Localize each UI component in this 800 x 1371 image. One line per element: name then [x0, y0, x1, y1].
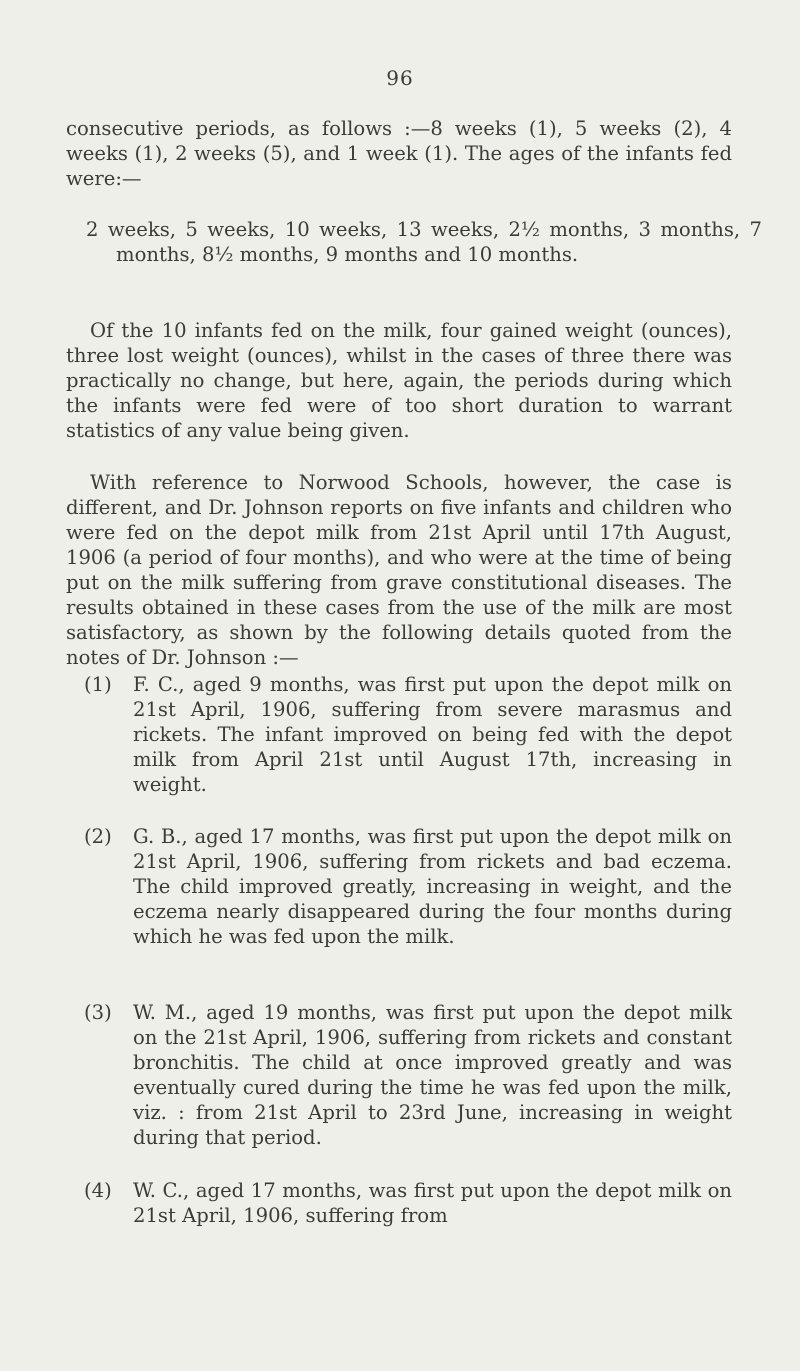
- case-number: (4): [84, 1179, 112, 1202]
- case-text: G. B., aged 17 months, was first put upon the depot milk on 21st April, 1906, suffering from rickets and bad eczema. The child improved greatly, increasing in weight, and the eczema nearly disappeared during the four months during which he was fed upon the milk.: [133, 825, 732, 948]
- paragraph-norwood-schools: With reference to Norwood Schools, however, the case is different, and Dr. Johnson reports on five infants and children who were fed on the depot milk from 21st April until 17th August, 1906 (a period of four months), and who were at the time of being put on the milk suffering from grave constitutional diseases. The results obtained in these cases from the use of the milk are most satisfactory, as shown by the following details quoted from the notes of Dr. Johnson :—: [66, 471, 732, 669]
- case-text: W. M., aged 19 months, was first put upon the depot milk on the 21st April, 1906, suffering from rickets and constant bronchitis. The child at once improved greatly and was eventually cured during the time he was fed upon the milk, viz. : from 21st April to 23rd June, increasing in weight during that period.: [133, 1001, 732, 1149]
- case-number: (3): [84, 1001, 112, 1024]
- case-number: (1): [84, 673, 112, 696]
- case-number: (2): [84, 825, 112, 848]
- case-text: W. C., aged 17 months, was first put upon the depot milk on 21st April, 1906, suffering from: [133, 1179, 732, 1227]
- case-text: F. C., aged 9 months, was first put upon the depot milk on 21st April, 1906, suffering from severe marasmus and rickets. The infant improved on being fed with the depot milk from April 21st until August 17th, increasing in weight.: [133, 673, 732, 796]
- page-number: 96: [386, 66, 414, 90]
- paragraph-consecutive-periods: consecutive periods, as follows :—8 weeks (1), 5 weeks (2), 4 weeks (1), 2 weeks (5), and 1 week (1). The ages of the infants fed were:—: [66, 117, 732, 190]
- paragraph-ten-infants: Of the 10 infants fed on the milk, four gained weight (ounces), three lost weight (ounces), whilst in the cases of three there was practically no change, but here, again, the periods during which the infants were fed were of too short duration to warrant statistics of any value being given.: [66, 319, 732, 442]
- paragraph-infant-ages: 2 weeks, 5 weeks, 10 weeks, 13 weeks, 2½ months, 3 months, 7 months, 8½ months, 9 months and 10 months.: [86, 218, 762, 266]
